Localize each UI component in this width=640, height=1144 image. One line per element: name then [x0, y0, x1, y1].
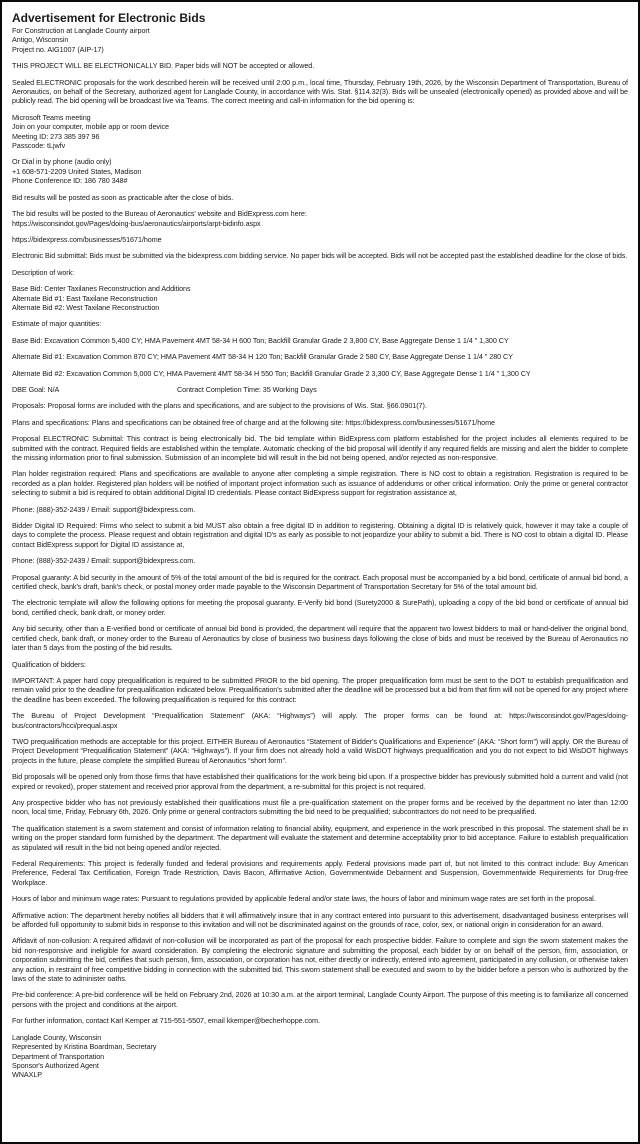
phone-dial-in-info [12, 157, 628, 185]
plan-holder-registration: Plan holder registration required: Plans and specifications are available to anyone after completing a simple registration. There is NO cost to obtain a registration. Registration is required to be recorded as a plan holder. Registered plan holders will be notified of important project information such as issuance of addendums or other critical information. Only the prime or general contractor selecting to submit a bid is required to obtain additional Digital ID credentials. Please contact BidExpress support for registration assistance at, [12, 469, 628, 498]
proposal-electronic-submittal: Proposal ELECTRONIC Submittal: This contract is being electronically bid. The bid template within BidExpress.com platform established for the project includes all elements required to be submitted with the contract. Required fields are established within the template. Automatic checking of the bid proposal will identify if any required fields are missing and alert the bidder to complete the missing information prior to final submission. Submission of an incomplete bid will result in the bid not being opened, and/or rejected as non-responsive. [12, 434, 628, 462]
text-line: +1 608-571-2209 United States, Madison [12, 166, 142, 176]
bid-results-links [12, 209, 628, 228]
dbe-contract-row [12, 385, 628, 394]
text-line: Sponsor's Authorized Agent [12, 1060, 99, 1070]
bidexpress-contact-2: Phone: (888)-352-2439 / Email: support@bidexpress.com. [12, 556, 196, 566]
text-line: Microsoft Teams meeting [12, 112, 91, 122]
dbe-goal: DBE Goal: N/A [12, 384, 60, 394]
prequalification-statement-forms: The Bureau of Project Development “Prequalification Statement” (AKA: “Highways”) will apply. The proper forms can be found at: https://wisconsindot.gov/Pages/doing-bus/contractors/hcci/prequal.aspx [12, 711, 628, 730]
further-information-contact: For further information, contact Karl Kemper at 715-551-5507, email kkemper@becherhoppe.com. [12, 1016, 320, 1026]
alternate-bid-1-quantities: Alternate Bid #1: Excavation Common 870 CY; HMA Pavement 4MT 58-34 H 120 Ton; Backfill Granular Grade 2 580 CY, Base Aggregate Dense 1 1/4 " 280 CY [12, 352, 513, 362]
document-body [12, 26, 628, 1080]
proposal-guaranty: Proposal guaranty: A bid security in the amount of 5% of the total amount of the bid is required for the contract. Each proposal must be accompanied by a bid bond, certificate of annual bid bond, a certified check, bank's draft, bank's check, or postal money order made payable to the Wisconsin Department of Transportation Secretary for 5% of the total amount bid. [12, 572, 628, 592]
text-line: Base Bid: Center Taxilanes Reconstruction and Additions [12, 284, 191, 294]
text-line: Antigo, Wisconsin [12, 35, 69, 45]
bidder-digital-id: Bidder Digital ID Required: Firms who select to submit a bid MUST also obtain a free digital ID in addition to registering. Obtaining a digital ID is relatively quick, however it may take a couple of days to complete the process. Please request and obtain registration and digital ID's as early as possible to not jeopardize your ability to submit a bid. There is NO cost to obtain a digital ID. Please contact BidExpress support for Digital ID assistance at, [12, 521, 628, 549]
text-line: https://wisconsindot.gov/Pages/doing-bus/aeronautics/airports/arpt-bidinfo.aspx [12, 218, 261, 228]
text-line: Alternate Bid #1: East Taxilane Reconstruction [12, 293, 158, 303]
bid-proposals-opened: Bid proposals will be opened only from those firms that have established their qualifications for the work being bid upon. If a prospective bidder has previously submitted hold a current and valid (not expired or revoked), proper statement and received prior approval from the department, a re-submittal for this project is not required. [12, 772, 628, 791]
text-line: Or Dial in by phone (audio only) [12, 157, 112, 167]
bid-security-delivery: Any bid security, other than a E-verified bond or certificate of annual bid bond is provided, the department will require that the apparent two lowest bidders to mail or hand-deliver the original bond, certified check, bank draft, or money order to the Bureau of Aeronautics by close of business two business days following the close of bids and must be received by the Bureau of Aeronautics no later than 5 days from the posting of the bid results. [12, 624, 628, 653]
base-bid-quantities: Base Bid: Excavation Common 5,400 CY; HMA Pavement 4MT 58-34 H 600 Ton; Backfill Granular Grade 2 3,800 CY, Base Aggregate Dense 1 1/4 " 1,300 CY [12, 335, 509, 345]
sealed-proposals-paragraph: Sealed ELECTRONIC proposals for the work described herein will be received until 2:00 p.m., local time, Thursday, February 19th, 2026, by the Wisconsin Department of Transportation, Bureau of Aeronautics, on behalf of the Secretary, authorized agent for Langlade County, in accordance with Wis. Stat. §114.32(3). Bids will be unsealed (electronically opened) as provided above and will be publicly read. The bid opening will be broadcast live via Teams. The correct meeting and call-in information for the bid opening is: [12, 77, 628, 106]
text-line: Alternate Bid #2: West Taxilane Reconstruction [12, 302, 160, 312]
teams-meeting-info [12, 113, 628, 151]
bid-items [12, 284, 628, 312]
alternate-bid-2-quantities: Alternate Bid #2: Excavation Common 5,000 CY; HMA Pavement 4MT 58-34 H 550 Ton; Backfill Granular Grade 2 3,300 CY, Base Aggregate Dense 1 1/4 " 1,300 CY [12, 368, 531, 378]
bid-results-posting: Bid results will be posted as soon as practicable after the close of bids. [12, 192, 234, 202]
text-line: Project no. AIG1007 (AIP-17) [12, 44, 104, 54]
bidexpress-url: https://bidexpress.com/businesses/51671/home [12, 234, 162, 244]
pre-bid-conference: Pre-bid conference: A pre-bid conference will be held on February 2nd, 2026 at 10:30 a.m. at the airport terminal, Langlade County Airport. The purpose of this meeting is to familiarize all concerned persons with the project and conditions at the airport. [12, 990, 628, 1009]
text-line: Langlade County, Wisconsin [12, 1032, 102, 1042]
prequalification-deadline: Any prospective bidder who has not previously established their qualifications must file a pre-qualification statement on the proper forms and be received by the department no later than 12:00 noon, local time, Friday, February 6th, 2026. Only prime or general contractors submitting the bid need to be prequalified; subcontractors do not need to be prequalified. [12, 797, 628, 817]
text-line: For Construction at Langlade County airport [12, 26, 150, 35]
electronic-bid-submittal: Electronic Bid submittal: Bids must be submitted via the bidexpress.com bidding service. No paper bids will be accepted. Bids will not be accepted past the established deadline for the close of bids. [12, 251, 628, 261]
electronic-bid-statement: THIS PROJECT WILL BE ELECTRONICALLY BID. Paper bids will NOT be accepted or allowed. [12, 61, 315, 71]
signature-block [12, 1033, 628, 1080]
bidexpress-contact-1: Phone: (888)-352-2439 / Email: support@bidexpress.com. [12, 504, 196, 514]
text-line: Passcode: tLjwfv [12, 141, 66, 151]
affidavit-non-collusion: Affidavit of non-collusion: A required affidavit of non-collusion will be incorporated as part of the proposal for each prospective bidder. Failure to complete and sign the sworn statement makes the bid non-responsive and ineligible for award consideration. By completing the electronic signature and submitting the proposal, each bidder by or on behalf of the person, firm, association, or corporation submitting the bid, certifies that such person, firm, association, or corporation has not, either directly or indirectly, entered into agreement, participated in any collusion, or otherwise taken any action, in restraint of free competitive bidding in connection with the submitted bid. This sworn statement shall be executed and sworn to by the bidder before a person who is authorized by the laws of the state to administer oaths. [12, 936, 628, 984]
project-header [12, 26, 628, 54]
estimate-heading: Estimate of major quantities: [12, 319, 102, 329]
important-prequalification: IMPORTANT: A paper hard copy prequalification is required to be submitted PRIOR to the bid opening. The proper prequalification form must be sent to the DOT to establish prequalification and remain valid prior to the deadline for prequalification indicated below. Prequalification's submitted after the deadline will be processed but a bid from that firm will not be opened for any project where the deadline has been exceeded. The following prequalification is required for this contract: [12, 675, 628, 704]
contract-completion-time: Contract Completion Time: 35 Working Days [177, 384, 317, 394]
text-line: Phone Conference ID: 186 780 348# [12, 176, 128, 186]
proposals-paragraph: Proposals: Proposal forms are included with the plans and specifications, and are subject to the provisions of Wis. Stat. §66.0901(7). [12, 401, 427, 411]
notice-title: Advertisement for Electronic Bids [12, 11, 206, 25]
description-of-work-heading: Description of work: [12, 267, 75, 277]
text-line: Meeting ID: 273 385 397 96 [12, 131, 100, 141]
federal-requirements: Federal Requirements: This project is federally funded and federal provisions and requirements apply. Federal provisions made part of, but not limited to this contract include: Buy American Preference, Federal Tax Certification, Foreign Trade Restriction, Davis Bacon, Affirmative Action, Governmentwide Debarment and Suspension, Governmentwide Requirements for Drug-free Workplace. [12, 859, 628, 887]
text-line: Represented by Kristina Boardman, Secretary [12, 1042, 157, 1052]
qualification-heading: Qualification of bidders: [12, 659, 86, 669]
text-line: Join on your computer, mobile app or room device [12, 122, 170, 132]
qualification-statement-description: The qualification statement is a sworn statement and consist of information relating to financial ability, equipment, and experience in the work prescribed in this proposal. The statement shall be in writing on the proper standard form furnished by the department. The department will evaluate the statement and determine acceptability prior to bid acceptance. Failure to establish prequalification as stipulated will result in the bid not being opened and/or rejected. [12, 823, 628, 852]
electronic-template-options: The electronic template will allow the following options for meeting the proposal guaranty. E-Verify bid bond (Surety2000 & SurePath), uploading a copy of the bid bond or certificate of annual bid bond, certified check, bank draft, or money order. [12, 598, 628, 617]
hours-of-labor: Hours of labor and minimum wage rates: Pursuant to regulations provided by applicable federal and/or state laws, the hours of labor and minimum wage rates are set forth in the proposal. [12, 894, 596, 904]
text-line: WNAXLP [12, 1070, 43, 1080]
plans-specifications-paragraph: Plans and specifications: Plans and specifications can be obtained free of charge and at the following site: https://bidexpress.com/businesses/51671/home [12, 417, 495, 427]
affirmative-action: Affirmative action: The department hereby notifies all bidders that it will affirmatively insure that in any contract entered into pursuant to this advertisement, disadvantaged business enterprises will be afforded full opportunity to submit bids in response to this invitation and will not be discriminated against on the grounds of race, color, sex, or national origin in consideration for an award. [12, 910, 628, 930]
two-prequalification-methods: TWO prequalification methods are acceptable for this project. EITHER Bureau of Aeronautics “Statement of Bidder's Qualifications and Experience” (AKA: “Short form”) will apply. OR the Bureau of Project Development “Prequalification Statement” (AKA: “Highways”). If your firm does not already hold a valid WisDOT highways prequalification and you do not expect to bid WisDOT highways projects in the future, please complete the simplified Bureau of Aeronautics “short form”. [12, 736, 628, 765]
text-line: Department of Transportation [12, 1051, 105, 1061]
text-line: The bid results will be posted to the Bureau of Aeronautics' website and BidExpress.com here: [12, 209, 307, 219]
